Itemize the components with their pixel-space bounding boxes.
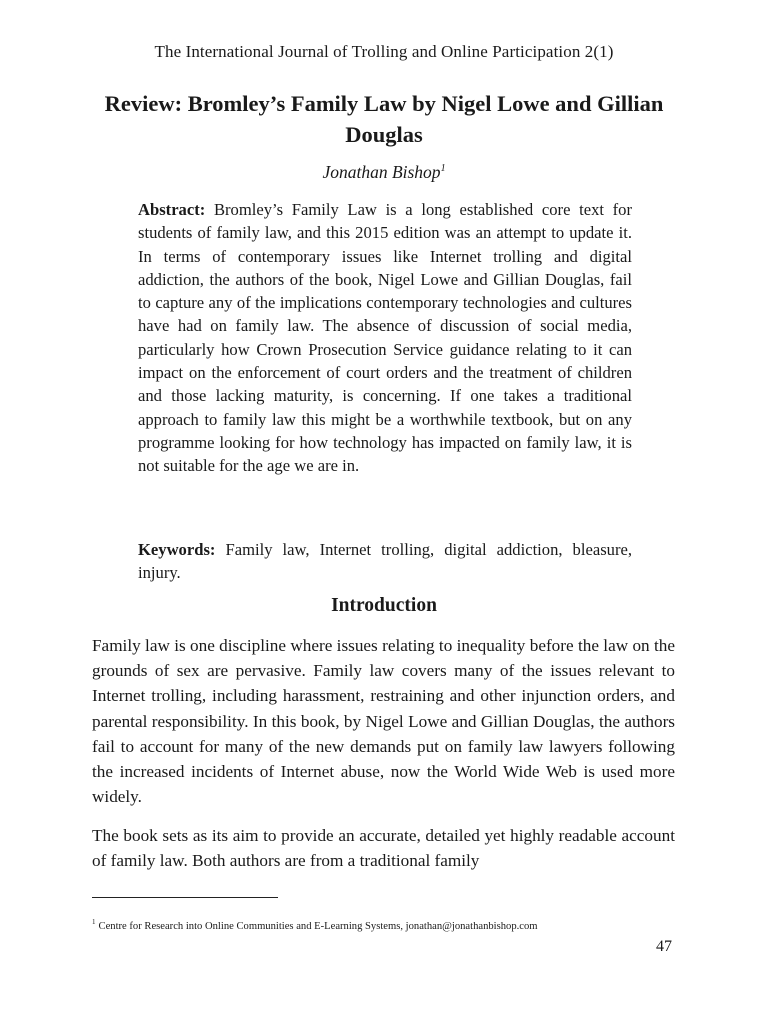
author-name: Jonathan Bishop (322, 162, 441, 182)
keywords (138, 538, 632, 585)
footnote (92, 918, 538, 932)
page-number: 47 (656, 938, 672, 955)
keywords-label: Keywords: (138, 540, 216, 559)
body-paragraph: Family law is one discipline where issues relating to inequality before the law on the grounds of sex are pervasive. Family law covers many of the issues relevant to Internet trolling, including harassment, restraining and other injunction orders, and parental responsibility. In this book, by Nigel Lowe and Gillian Douglas, the authors fail to account for many of the new demands put on family law lawyers following the increased incidents of Internet abuse, now the World Wide Web is used more widely. (92, 636, 675, 807)
running-head: The International Journal of Trolling and Online Participation 2(1) (154, 42, 614, 61)
section-heading: Introduction (331, 595, 437, 616)
abstract (138, 198, 632, 478)
author-footnote-mark: 1 (440, 163, 446, 175)
author-line (0, 162, 768, 183)
abstract-text: Bromley’s Family Law is a long established core text for students of family law, and this 2015 edition was an attempt to update it. In terms of contemporary issues like Internet trolling and digital addiction, the authors of the book, Nigel Lowe and Gillian Douglas, fail to capture any of the implications contemporary technologies and cultures have had on family law. The absence of discussion of social media, particularly how Crown Prosecution Service guidance relating to it can impact on the enforcement of court orders and the treatment of children and those lacking maturity, is concerning. If one takes a traditional approach to family law this might be a worthwhile textbook, but on any programme looking for how technology has impacted on family law, it is not suitable for the age we are in. (138, 200, 632, 476)
body-paragraph: The book sets as its aim to provide an accurate, detailed yet highly readable account of family law. Both authors are from a traditional family (92, 826, 675, 871)
footnote-mark: 1 (92, 918, 96, 927)
abstract-label: Abstract: (138, 200, 206, 219)
footnote-divider (92, 897, 278, 898)
article-title: Review: Bromley’s Family Law by Nigel Lowe and Gillian Douglas (104, 91, 664, 147)
footnote-text: Centre for Research into Online Communities and E-Learning Systems, jonathan@jonathanbishop.com (98, 921, 538, 932)
keywords-text: Family law, Internet trolling, digital addiction, bleasure, injury. (138, 540, 632, 583)
